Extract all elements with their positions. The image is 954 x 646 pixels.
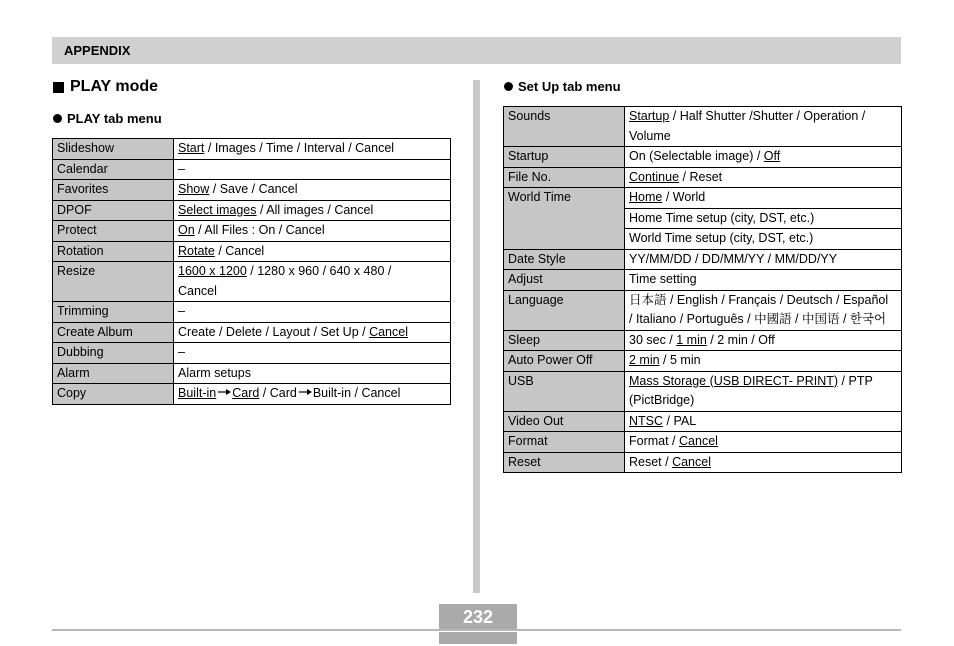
section-header-label: APPENDIX	[64, 43, 131, 58]
menu-item-options	[174, 343, 451, 364]
menu-item-label: Language	[504, 290, 625, 330]
menu-item-options	[625, 270, 902, 291]
table-row	[53, 159, 451, 180]
default-option: Start	[178, 141, 205, 155]
bullet-dot-icon	[504, 82, 513, 91]
option-text: Format /	[629, 434, 680, 448]
menu-item-label: USB	[504, 371, 625, 411]
default-option: Card	[232, 386, 260, 400]
default-option: NTSC	[629, 413, 664, 428]
setup-tab-title: Set Up tab menu	[518, 79, 621, 94]
default-option: Home	[629, 190, 663, 204]
menu-item-options	[174, 180, 451, 201]
table-row	[53, 384, 451, 405]
option-text: / All images / Cancel	[256, 202, 374, 217]
default-option: Cancel	[679, 434, 718, 448]
default-option: Cancel	[369, 324, 408, 339]
table-row	[504, 107, 902, 147]
default-option: Off	[763, 149, 781, 163]
option-text: Create / Delete / Layout / Set Up /	[178, 324, 370, 339]
menu-item-label: Protect	[53, 221, 174, 242]
setup-tab-menu-table	[503, 106, 902, 473]
menu-item-label: World Time	[504, 188, 625, 250]
menu-item-options	[174, 302, 451, 323]
option-text: Alarm setups	[178, 365, 251, 380]
table-row	[53, 302, 451, 323]
table-row	[504, 147, 902, 168]
table-row	[504, 330, 902, 351]
menu-item-options	[174, 363, 451, 384]
table-row	[504, 167, 902, 188]
table-row	[504, 249, 902, 270]
default-option: 2 min	[629, 353, 660, 367]
table-row	[53, 221, 451, 242]
option-text: Home Time setup (city, DST, etc.)	[629, 210, 815, 225]
section-header-bar	[52, 37, 901, 64]
page-number-underbar	[439, 632, 517, 644]
play-mode-title: PLAY mode	[70, 78, 159, 95]
square-bullet-icon	[53, 82, 64, 93]
setup-tab-heading	[504, 79, 621, 94]
default-option: Continue	[629, 169, 680, 184]
menu-item-label: Format	[504, 432, 625, 453]
menu-item-label: Calendar	[53, 159, 174, 180]
menu-item-label: Create Album	[53, 322, 174, 343]
option-text: / All Files : On / Cancel	[194, 223, 325, 237]
option-text: / Reset	[679, 169, 723, 184]
menu-item-label: Reset	[504, 452, 625, 473]
default-option: 1600 x 1200	[178, 264, 247, 278]
menu-item-options	[174, 241, 451, 262]
default-option: Rotate	[178, 243, 215, 258]
option-text: / Half Shutter /Shutter / Operation / Volume	[629, 109, 866, 143]
table-row	[53, 180, 451, 201]
option-text: / 2 min / Off	[706, 332, 775, 347]
bullet-dot-icon	[53, 114, 62, 123]
menu-item-options	[625, 249, 902, 270]
table-row	[504, 452, 902, 473]
menu-item-options	[174, 384, 451, 405]
menu-item-label: Startup	[504, 147, 625, 168]
menu-item-options	[174, 200, 451, 221]
option-text: Reset /	[629, 454, 673, 469]
option-text: World Time setup (city, DST, etc.)	[629, 231, 814, 245]
menu-item-label: Slideshow	[53, 139, 174, 160]
table-row	[504, 432, 902, 453]
table-row	[504, 290, 902, 330]
menu-item-options	[625, 229, 902, 250]
default-option: Select images	[178, 202, 257, 217]
option-text: / 5 min	[659, 353, 701, 367]
option-text: –	[178, 161, 185, 176]
menu-item-label: Video Out	[504, 411, 625, 432]
table-row	[53, 241, 451, 262]
table-row	[504, 411, 902, 432]
menu-item-options	[174, 262, 451, 302]
menu-item-options	[174, 322, 451, 343]
menu-item-label: File No.	[504, 167, 625, 188]
option-text: Built-in / Cancel	[312, 386, 401, 400]
play-tab-heading	[53, 111, 162, 126]
menu-item-options	[625, 147, 902, 168]
default-option: On	[178, 223, 195, 237]
menu-item-label: Resize	[53, 262, 174, 302]
option-text: / Images / Time / Interval / Cancel	[204, 141, 395, 155]
column-divider	[473, 80, 480, 593]
option-text: Time setting	[629, 272, 697, 286]
table-row	[504, 270, 902, 291]
menu-item-options	[625, 432, 902, 453]
table-row	[504, 371, 902, 411]
option-text: / 1280 x 960 / 640 x 480 / Cancel	[178, 264, 392, 298]
page-number-box	[439, 604, 517, 644]
default-option: Mass Storage (USB DIRECT- PRINT)	[629, 373, 839, 388]
default-option: Startup	[629, 109, 670, 123]
play-mode-heading	[53, 78, 158, 96]
menu-item-options	[625, 452, 902, 473]
menu-item-label: DPOF	[53, 200, 174, 221]
right-arrow-icon	[216, 388, 232, 396]
table-row	[53, 322, 451, 343]
option-text: / Save / Cancel	[209, 182, 298, 196]
menu-item-options	[625, 208, 902, 229]
menu-item-label: Trimming	[53, 302, 174, 323]
menu-item-label: Dubbing	[53, 343, 174, 364]
default-option: 1 min	[676, 332, 707, 347]
option-text: / Cancel	[214, 243, 265, 258]
menu-item-options	[625, 107, 902, 147]
menu-item-options	[625, 371, 902, 411]
table-row	[504, 188, 902, 209]
menu-item-label: Rotation	[53, 241, 174, 262]
menu-item-options	[625, 290, 902, 330]
menu-item-label: Copy	[53, 384, 174, 405]
table-row	[53, 343, 451, 364]
menu-item-options	[625, 188, 902, 209]
menu-item-label: Date Style	[504, 249, 625, 270]
table-row	[53, 262, 451, 302]
default-option: Built-in	[178, 386, 217, 400]
menu-item-label: Sounds	[504, 107, 625, 147]
table-row	[53, 363, 451, 384]
option-text: YY/MM/DD / DD/MM/YY / MM/DD/YY	[629, 251, 838, 266]
menu-item-options	[174, 159, 451, 180]
default-option: Cancel	[672, 454, 711, 469]
option-text: / PAL	[663, 413, 697, 428]
menu-item-label: Favorites	[53, 180, 174, 201]
menu-item-options	[625, 411, 902, 432]
right-arrow-icon	[297, 388, 313, 396]
option-text: 30 sec /	[629, 332, 677, 347]
option-text: On (Selectable image) /	[629, 149, 764, 163]
table-row	[504, 351, 902, 372]
option-text: 日本語 / English / Français / Deutsch / Español / Italiano / Português / 中國語 / 中国语 / 한국어	[629, 292, 889, 326]
option-text: / PTP (PictBridge)	[629, 373, 873, 407]
menu-item-label: Alarm	[53, 363, 174, 384]
play-tab-menu-table	[52, 138, 451, 405]
menu-item-options	[625, 351, 902, 372]
menu-item-label: Sleep	[504, 330, 625, 351]
menu-item-label: Adjust	[504, 270, 625, 291]
default-option: Show	[178, 182, 210, 196]
menu-item-label: Auto Power Off	[504, 351, 625, 372]
option-text: / World	[662, 190, 706, 204]
menu-item-options	[174, 139, 451, 160]
option-text: –	[178, 345, 185, 359]
menu-item-options	[625, 330, 902, 351]
menu-item-options	[625, 167, 902, 188]
menu-item-options	[174, 221, 451, 242]
play-tab-title: PLAY tab menu	[67, 111, 162, 126]
table-row	[53, 139, 451, 160]
option-text: –	[178, 304, 185, 318]
table-row	[53, 200, 451, 221]
option-text: / Card	[259, 386, 297, 400]
page-number: 232	[439, 604, 517, 629]
